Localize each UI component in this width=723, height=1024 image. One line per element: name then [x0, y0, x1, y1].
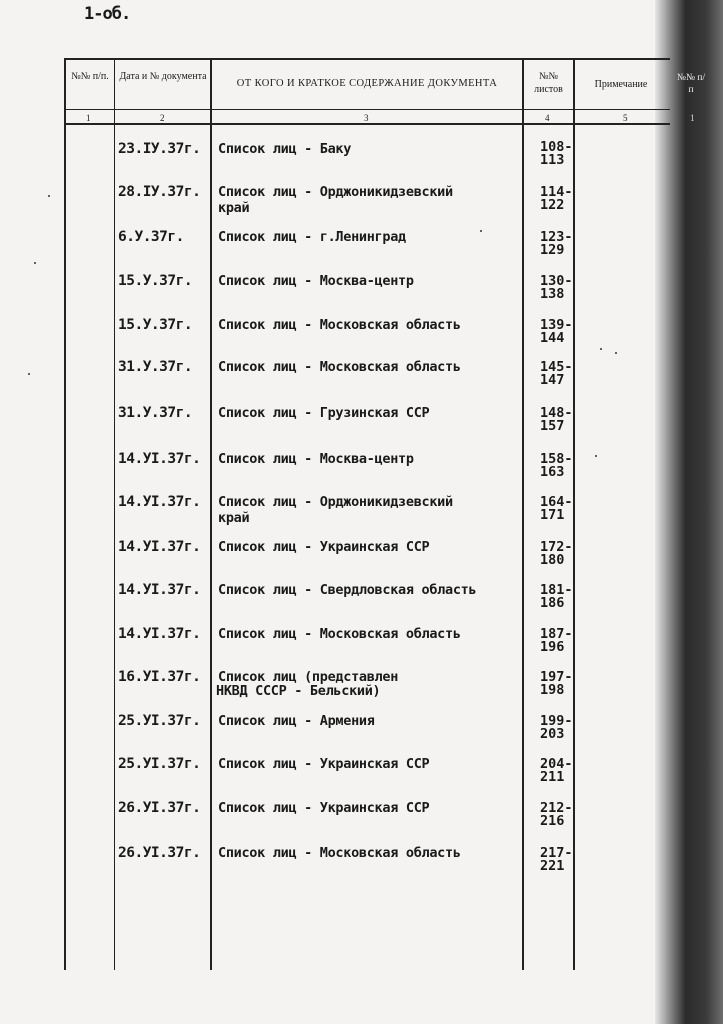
sheet-to: 171	[540, 507, 565, 523]
document-title: Список лиц - Московская область	[218, 626, 461, 642]
sheet-from: 204 -	[540, 758, 580, 771]
document-title: Список лиц - Грузинская ССР	[218, 405, 430, 421]
sheet-to: 129	[540, 242, 565, 258]
document-date: 14.УI.37г.	[118, 451, 201, 467]
sheet-range	[540, 186, 580, 212]
table-row	[0, 713, 660, 753]
sheet-to: 196	[540, 639, 565, 655]
document-date: 14.УI.37г.	[118, 582, 201, 598]
binding-shadow	[655, 0, 723, 1024]
sheet-from: 139 -	[540, 319, 580, 332]
sheet-range	[540, 715, 580, 741]
sheet-to: 163	[540, 464, 565, 480]
document-title: Список лиц (представлен	[218, 669, 399, 685]
document-date: 6.У.37г.	[118, 229, 184, 245]
table-top-border	[64, 58, 670, 60]
document-title: Список лиц - Москва-центр	[218, 273, 414, 289]
sheet-range	[540, 361, 580, 387]
document-title: Список лиц - Украинская ССР	[218, 800, 430, 816]
document-date: 15.У.37г.	[118, 317, 193, 333]
header-bottom-border	[64, 123, 670, 125]
sheet-from: 199 -	[540, 715, 580, 728]
sheet-range	[540, 141, 580, 167]
sheet-from: 108 -	[540, 141, 580, 154]
header-next-page-col1: №№ п/п	[676, 73, 706, 95]
speck	[615, 352, 617, 354]
table-row	[0, 317, 660, 357]
sheet-from: 181 -	[540, 584, 580, 597]
table-row	[0, 845, 660, 885]
header-divider	[64, 109, 670, 110]
sheet-to: 147	[540, 372, 565, 388]
document-date: 31.У.37г.	[118, 359, 193, 375]
header-col1: №№ п/п.	[71, 71, 109, 82]
speck	[34, 262, 36, 264]
table-row	[0, 756, 660, 796]
document-title-continued: НКВД СССР - Бельский)	[216, 683, 381, 699]
sheet-range	[540, 231, 580, 257]
table-row	[0, 229, 660, 269]
sheet-range	[540, 802, 580, 828]
sheet-range	[540, 541, 580, 567]
sheet-to: 221	[540, 858, 565, 874]
document-date: 31.У.37г.	[118, 405, 193, 421]
sheet-range	[540, 847, 580, 873]
sheet-to: 144	[540, 330, 565, 346]
document-title-continued: край	[218, 510, 250, 526]
sheet-to: 122	[540, 197, 565, 213]
document-title-continued: край	[218, 200, 250, 216]
sheet-range	[540, 319, 580, 345]
document-title: Список лиц - Московская область	[218, 359, 461, 375]
document-title: Список лиц - Свердловская область	[218, 582, 477, 598]
sheet-to: 216	[540, 813, 565, 829]
sheet-range	[540, 628, 580, 654]
table-row	[0, 451, 660, 491]
sheet-from: 197 -	[540, 671, 580, 684]
table-row	[0, 626, 660, 666]
column-number-next: 1	[690, 113, 695, 123]
column-number-4: 4	[545, 113, 550, 123]
sheet-from: 148 -	[540, 407, 580, 420]
table-row	[0, 582, 660, 622]
sheet-range	[540, 671, 580, 697]
document-title: Список лиц - Орджоникидзевский	[218, 184, 453, 200]
sheet-from: 217 -	[540, 847, 580, 860]
speck	[48, 195, 50, 197]
document-date: 14.УI.37г.	[118, 539, 201, 555]
sheet-from: 145 -	[540, 361, 580, 374]
header-col5: Примечание	[594, 79, 648, 90]
sheet-to: 211	[540, 769, 565, 785]
document-date: 14.УI.37г.	[118, 494, 201, 510]
document-date: 26.УI.37г.	[118, 800, 201, 816]
sheet-range	[540, 758, 580, 784]
document-title: Список лиц - Орджоникидзевский	[218, 494, 453, 510]
table-row	[0, 494, 660, 534]
document-title: Список лиц - г.Ленинград	[218, 229, 406, 245]
sheet-from: 123 -	[540, 231, 580, 244]
sheet-to: 203	[540, 726, 565, 742]
header-col4: №№ листов	[534, 71, 563, 95]
document-date: 15.У.37г.	[118, 273, 193, 289]
document-title: Список лиц - Армения	[218, 713, 375, 729]
document-date: 28.IУ.37г.	[118, 184, 201, 200]
document-title: Список лиц - Баку	[218, 141, 352, 157]
table-row	[0, 359, 660, 399]
sheet-from: 187 -	[540, 628, 580, 641]
sheet-to: 138	[540, 286, 565, 302]
sheet-range	[540, 496, 580, 522]
page-mark: 1-об.	[84, 4, 131, 24]
column-number-2: 2	[160, 113, 165, 123]
sheet-range	[540, 407, 580, 433]
sheet-from: 164 -	[540, 496, 580, 509]
speck	[595, 455, 597, 457]
sheet-from: 212 -	[540, 802, 580, 815]
document-date: 23.IУ.37г.	[118, 141, 201, 157]
table-row	[0, 184, 660, 224]
column-number-3: 3	[364, 113, 369, 123]
document-date: 26.УI.37г.	[118, 845, 201, 861]
document-title: Список лиц - Украинская ССР	[218, 539, 430, 555]
document-title: Список лиц - Московская область	[218, 845, 461, 861]
document-title: Список лиц - Москва-центр	[218, 451, 414, 467]
sheet-to: 157	[540, 418, 565, 434]
document-date: 16.УI.37г.	[118, 669, 201, 685]
sheet-to: 180	[540, 552, 565, 568]
table-row	[0, 405, 660, 445]
speck	[28, 373, 30, 375]
document-title: Список лиц - Московская область	[218, 317, 461, 333]
header-col2: Дата и № документа	[119, 71, 207, 82]
sheet-range	[540, 453, 580, 479]
sheet-from: 114 -	[540, 186, 580, 199]
sheet-from: 130 -	[540, 275, 580, 288]
table-row	[0, 800, 660, 840]
document-title: Список лиц - Украинская ССР	[218, 756, 430, 772]
speck	[480, 230, 482, 232]
sheet-from: 158 -	[540, 453, 580, 466]
header-col3: ОТ КОГО И КРАТКОЕ СОДЕРЖАНИЕ ДОКУМЕНТА	[236, 78, 498, 89]
sheet-range	[540, 584, 580, 610]
table-row	[0, 669, 660, 709]
speck	[600, 348, 602, 350]
sheet-to: 186	[540, 595, 565, 611]
sheet-to: 113	[540, 152, 565, 168]
table-row	[0, 539, 660, 579]
document-date: 25.УI.37г.	[118, 756, 201, 772]
sheet-to: 198	[540, 682, 565, 698]
column-number-1: 1	[86, 113, 91, 123]
sheet-range	[540, 275, 580, 301]
table-row	[0, 141, 660, 181]
table-row	[0, 273, 660, 313]
document-date: 25.УI.37г.	[118, 713, 201, 729]
document-date: 14.УI.37г.	[118, 626, 201, 642]
sheet-from: 172 -	[540, 541, 580, 554]
column-number-5: 5	[623, 113, 628, 123]
